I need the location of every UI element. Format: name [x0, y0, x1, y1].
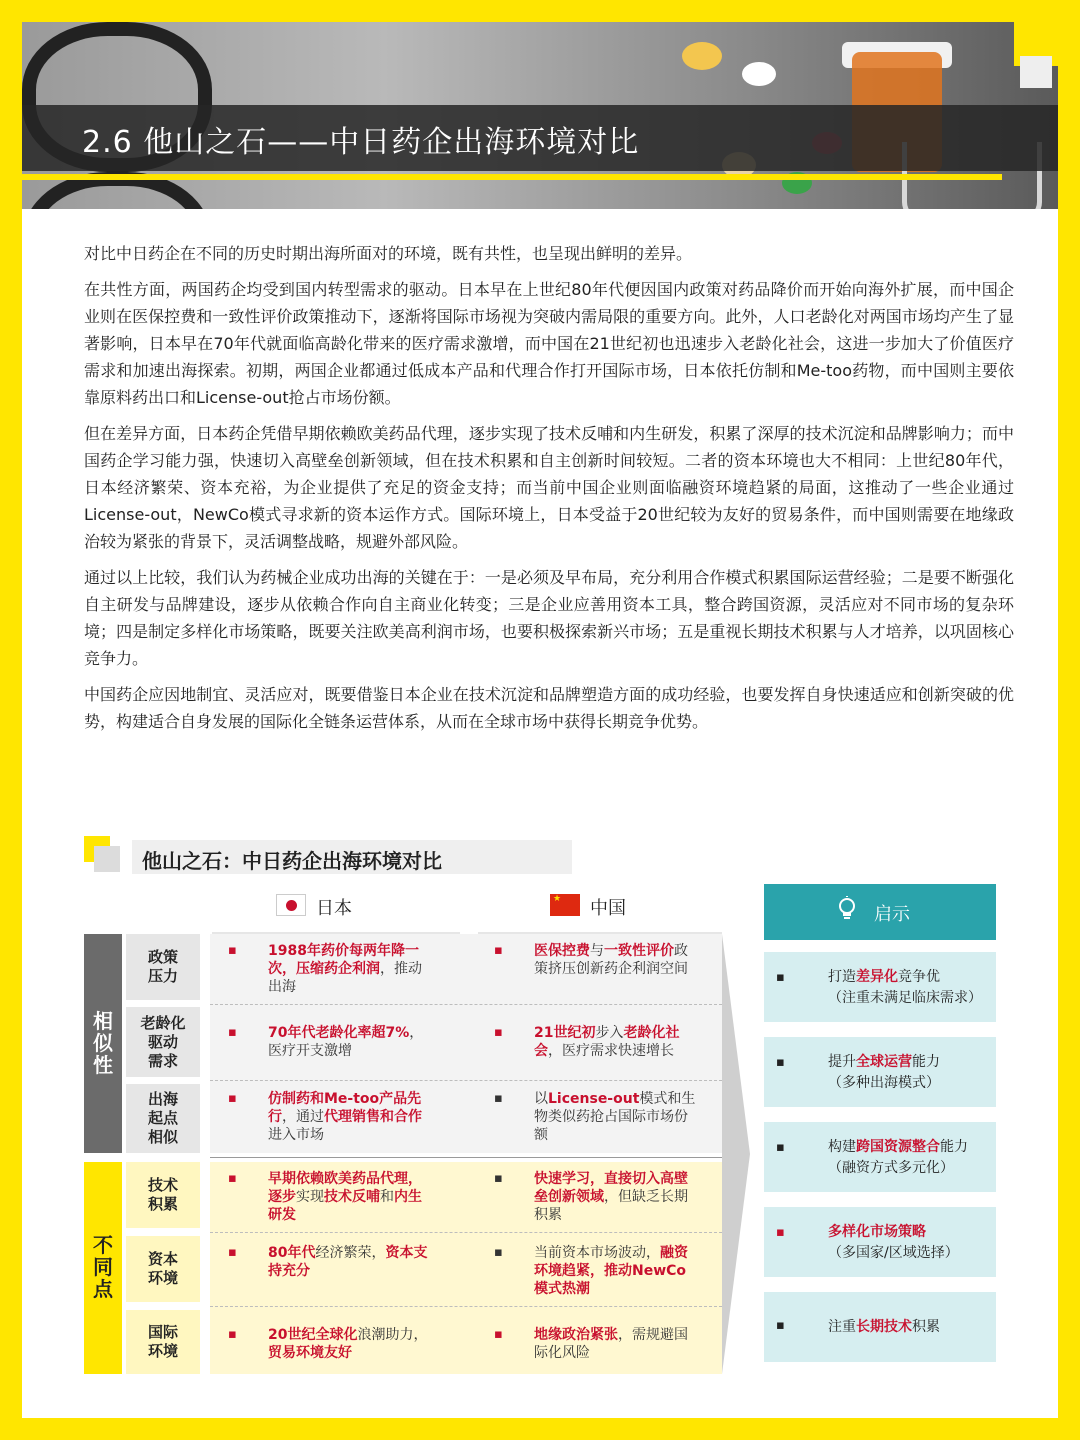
insight-item: ▪ 打造差异化竞争优 （注重未满足临床需求）: [764, 952, 996, 1022]
figure-title-bar: [132, 840, 572, 874]
category-char: 似: [93, 1031, 113, 1055]
column-header-japan: [212, 890, 460, 934]
category-char: 点: [93, 1277, 113, 1301]
row-label-tech: 技术 积累: [126, 1162, 200, 1228]
report-page: 2.6 他山之石——中日药企出海环境对比 对比中日药企在不同的历史时期出海所面对的环境，既有共性，也呈现出鲜明的差异。 在共性方面，两国药企均受到国内转型需求的驱动。日本早在上世纪80年代便因国内政策对药品降价而开始向海外扩展，而中国企业则在医保控费和一致性评价政策推动下，逐渐将国际市场视为突破内需局限的重要方向。此外，人口老龄化对两国市场均产生了显著影响，日本早在70年代就面临高龄化带来的医疗需求激增，而中国在21世纪初也迅速步入老龄化社会，这进一步加大了价值医疗需求和加速出海探索。初期，两国企业都通过低成本产品和代理合作打开国际市场，日本依托仿制和Me-too药物，而中国则主要依靠原料药出口和License-out抢占市场份额。 但在差异方面，日本药企凭借早期依赖欧美药品代理，逐步实现了技术反哺和内生研发，积累了深厚的技术沉淀和品牌影响力；而中国药企学习能力强，快速切入高壁垒创新领域，但在技术积累和自主创新时间较短。二者的资本环境也大不相同：上世纪80年代，日本经济繁荣、资本充裕，为企业提供了充足的资金支持；而当前中国企业则面临融资环境趋紧的局面，这推动了一些企业通过License-out，NewCo模式寻求新的资本运作方式。国际环境上，日本受益于20世纪较为友好的贸易条件，而中国则需要在地缘政治较为紧张的背景下，灵活调整战略，规避外部风险。 通过以上比较，我们认为药械企业成功出海的关键在于：一是必须及早布局，充分利用合作模式积累国际运营经验；二是要不断强化自主研发与品牌建设，逐步从依赖合作向自主商业化转变；三是企业应善用资本工具，整合跨国资源，灵活应对不同市场的复杂环境；四是制定多样化市场策略，既要关注欧美高利润市场，也要积极探索新兴市场；五是重视长期技术积累与人才培养，以巩固核心竞争力。 中国药企应因地制宜、灵活应对，既要借鉴日本企业在技术沉淀和品牌塑造方面的成功经验，也要发挥自身快速适应和创新突破的优势，构建适合自身发展的国际化全链条运营体系，从而在全球市场中获得长期竞争优势。 他山之石：中日药企出海环境对比 日本 ★ 中国 相 似 性 不 同 点 政策 压力 老龄化 驱动 需求 出海 起点 相似 技术 积累 资本 环境 国际 环境 ▪ 1988年药价每两年降一次，压缩药企利润，推动出海 ▪ 70年代老龄化率超7%，医疗开支激增 ▪ 仿制药和Me-too产品先行，通过代理销售和合作进入市场 ▪ 早期依赖欧美药品代理，逐步实现技术反哺和内生研发 ▪ 80年代经济繁荣，资本支持充分 ▪ 20世纪全球化浪潮助力，贸易环境友好 ▪ 医保控费与一致性评价政策挤压创新药企利润空间 ▪ 21世纪初步入老龄化社会，医疗需求快速增长 ▪ 以License-out模式和生物类似药抢占国际市场份额 ▪ 快速学习，直接切入高壁垒创新领域，但缺乏长期积累 ▪ 当前资本市场波动，融资环境趋紧，推动NewCo模式热潮 ▪ 地缘政治紧张，需规避国际化风险 启示 ▪ 打造差异化竞争优 （注重未满足临床需求） ▪ 提升全球运营能力 （多种出海模式） ▪ 构建跨国资源整合能力 （融资方式多元化） ▪ 多样化市场策略 （多国家/区域选择） ▪ 注重长期技术积累: [22, 22, 1058, 1418]
row-divider: [210, 1080, 722, 1081]
category-char: 相: [93, 1009, 113, 1033]
insight-item: ▪ 多样化市场策略 （多国家/区域选择）: [764, 1207, 996, 1277]
column-header-china: [478, 890, 722, 934]
insight-item: ▪ 构建跨国资源整合能力 （融资方式多元化）: [764, 1122, 996, 1192]
column-label-china: 中国: [590, 898, 626, 919]
china-flag-icon: [550, 894, 580, 916]
row-label-policy: 政策 压力: [126, 934, 200, 1000]
paragraph: 中国药企应因地制宜、灵活应对，既要借鉴日本企业在技术沉淀和品牌塑造方面的成功经验，也要发挥自身快速适应和创新突破的优势，构建适合自身发展的国际化全链条运营体系，从而在全球市场中获得长期竞争优势。: [84, 685, 1014, 731]
japan-flag-icon: [276, 894, 306, 916]
figure-title: 他山之石：中日药企出海环境对比: [142, 849, 442, 873]
insights-title: 启示: [874, 904, 910, 925]
category-char: 性: [93, 1053, 113, 1077]
arrow-to-insights: [722, 934, 750, 1374]
title-underline: [22, 174, 1002, 180]
header-banner: [22, 22, 1058, 209]
row-divider: [210, 1306, 722, 1307]
row-label-intl: 国际 环境: [126, 1310, 200, 1374]
paragraph: 对比中日药企在不同的历史时期出海所面对的环境，既有共性，也呈现出鲜明的差异。: [84, 244, 693, 263]
column-label-japan: 日本: [316, 898, 352, 919]
category-char: 同: [93, 1255, 113, 1279]
body-text: [84, 240, 1014, 744]
page-title: 2.6 他山之石——中日药企出海环境对比: [82, 125, 640, 160]
insight-item: ▪ 提升全球运营能力 （多种出海模式）: [764, 1037, 996, 1107]
lightbulb-icon: [836, 896, 858, 922]
corner-accent-gray: [1020, 56, 1052, 88]
paragraph: 在共性方面，两国药企均受到国内转型需求的驱动。日本早在上世纪80年代便因国内政策对药品降价而开始向海外扩展，而中国企业则在医保控费和一致性评价政策推动下，逐渐将国际市场视为突破内需局限的重要方向。此外，人口老龄化对两国市场均产生了显著影响，日本早在70年代就面临高龄化带来的医疗需求激增，而中国在21世纪初也迅速步入老龄化社会，这进一步加大了价值医疗需求和加速出海探索。初期，两国企业都通过低成本产品和代理合作打开国际市场，日本依托仿制和Me-too药物，而中国则主要依靠原料药出口和License-out抢占市场份额。: [84, 280, 1014, 407]
title-bar: [22, 105, 1058, 171]
paragraph: 通过以上比较，我们认为药械企业成功出海的关键在于：一是必须及早布局，充分利用合作模式积累国际运营经验；二是要不断强化自主研发与品牌建设，逐步从依赖合作向自主商业化转变；三是企业应善用资本工具，整合跨国资源，灵活应对不同市场的复杂环境；四是制定多样化市场策略，既要关注欧美高利润市场，也要积极探索新兴市场；五是重视长期技术积累与人才培养，以巩固核心竞争力。: [84, 568, 1014, 668]
insights-header: [764, 884, 996, 940]
paragraph: 但在差异方面，日本药企凭借早期依赖欧美药品代理，逐步实现了技术反哺和内生研发，积累了深厚的技术沉淀和品牌影响力；而中国药企学习能力强，快速切入高壁垒创新领域，但在技术积累和自主创新时间较短。二者的资本环境也大不相同：上世纪80年代，日本经济繁荣、资本充裕，为企业提供了充足的资金支持；而当前中国企业则面临融资环境趋紧的局面，这推动了一些企业通过License-out，NewCo模式寻求新的资本运作方式。国际环境上，日本受益于20世纪较为友好的贸易条件，而中国则需要在地缘政治较为紧张的背景下，灵活调整战略，规避外部风险。: [84, 424, 1014, 551]
row-divider: [210, 1004, 722, 1005]
insight-item: ▪ 注重长期技术积累: [764, 1292, 996, 1362]
category-similarity: [84, 934, 122, 1153]
row-label-start: 出海 起点 相似: [126, 1084, 200, 1153]
category-difference: [84, 1162, 122, 1374]
row-label-aging: 老龄化 驱动 需求: [126, 1007, 200, 1077]
row-divider: [210, 1157, 722, 1158]
row-divider: [210, 1232, 722, 1233]
category-char: 不: [93, 1233, 113, 1257]
title-marker-gray: [94, 846, 120, 872]
figure-title-block: [84, 834, 574, 874]
row-label-capital: 资本 环境: [126, 1236, 200, 1302]
